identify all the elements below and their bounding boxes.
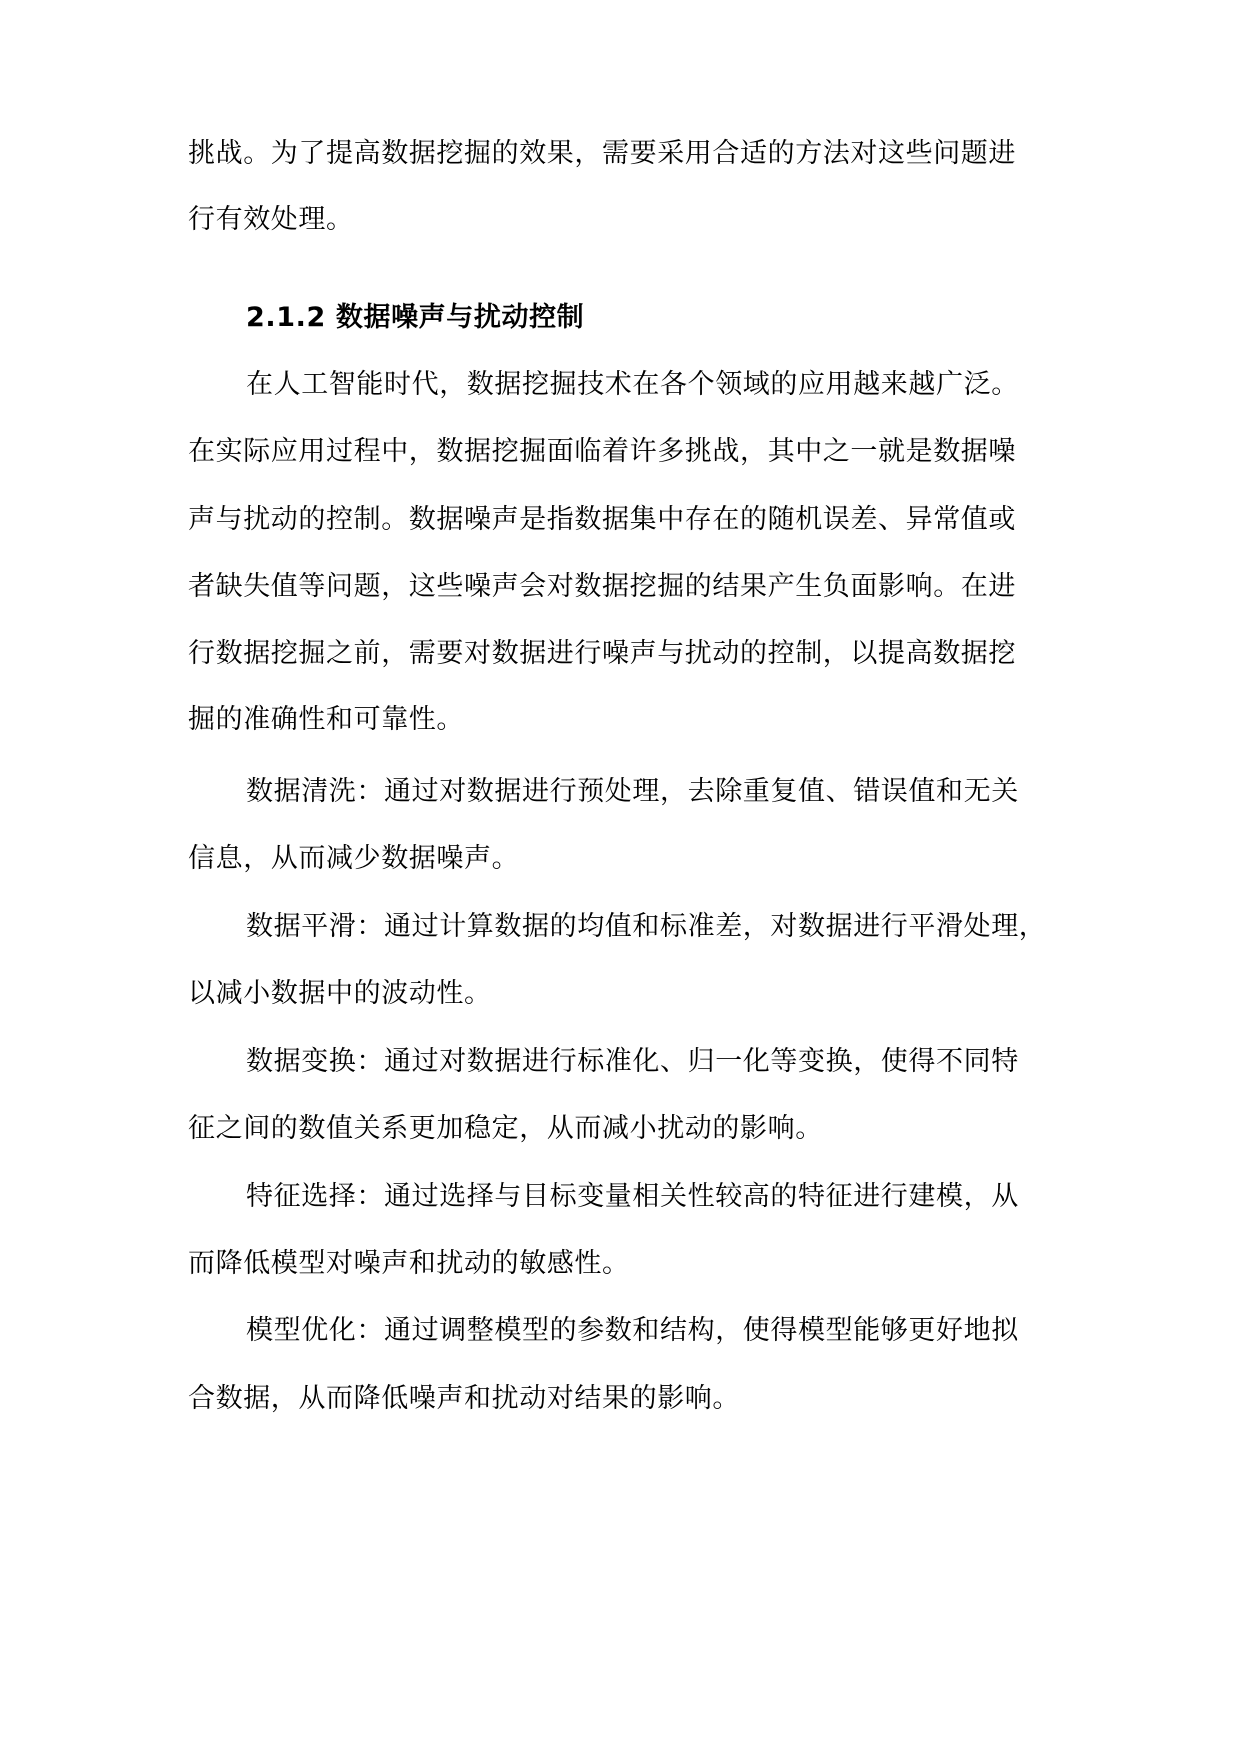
section-heading: 2.1.2 数据噪声与扰动控制	[246, 302, 585, 333]
method-text-line: 信息，从而减少数据噪声。	[188, 843, 520, 874]
body-text-line: 者缺失值等问题，这些噪声会对数据挖掘的结果产生负面影响。在进	[188, 571, 1016, 602]
body-text-line: 行有效处理。	[188, 204, 354, 235]
method-text-line: 模型优化：通过调整模型的参数和结构，使得模型能够更好地拟	[246, 1315, 1019, 1346]
body-text-line: 在实际应用过程中，数据挖掘面临着许多挑战，其中之一就是数据噪	[188, 436, 1016, 467]
method-text-line: 征之间的数值关系更加稳定，从而减小扰动的影响。	[188, 1113, 823, 1144]
method-text-line: 以减小数据中的波动性。	[188, 978, 492, 1009]
method-text-line: 数据变换：通过对数据进行标准化、归一化等变换，使得不同特	[246, 1046, 1019, 1077]
method-text-line: 数据平滑：通过计算数据的均值和标准差，对数据进行平滑处理，	[246, 911, 1047, 942]
body-text-line: 声与扰动的控制。数据噪声是指数据集中存在的随机误差、异常值或	[188, 504, 1016, 535]
method-text-line: 特征选择：通过选择与目标变量相关性较高的特征进行建模，从	[246, 1181, 1019, 1212]
method-text-line: 而降低模型对噪声和扰动的敏感性。	[188, 1248, 630, 1279]
body-text-line: 行数据挖掘之前，需要对数据进行噪声与扰动的控制，以提高数据挖	[188, 638, 1016, 669]
body-text-line: 掘的准确性和可靠性。	[188, 704, 464, 735]
method-text-line: 数据清洗：通过对数据进行预处理，去除重复值、错误值和无关	[246, 776, 1019, 807]
body-text-line: 在人工智能时代，数据挖掘技术在各个领域的应用越来越广泛。	[246, 369, 1019, 400]
body-text-line: 挑战。为了提高数据挖掘的效果，需要采用合适的方法对这些问题进	[188, 138, 1016, 169]
method-text-line: 合数据，从而降低噪声和扰动对结果的影响。	[188, 1383, 740, 1414]
